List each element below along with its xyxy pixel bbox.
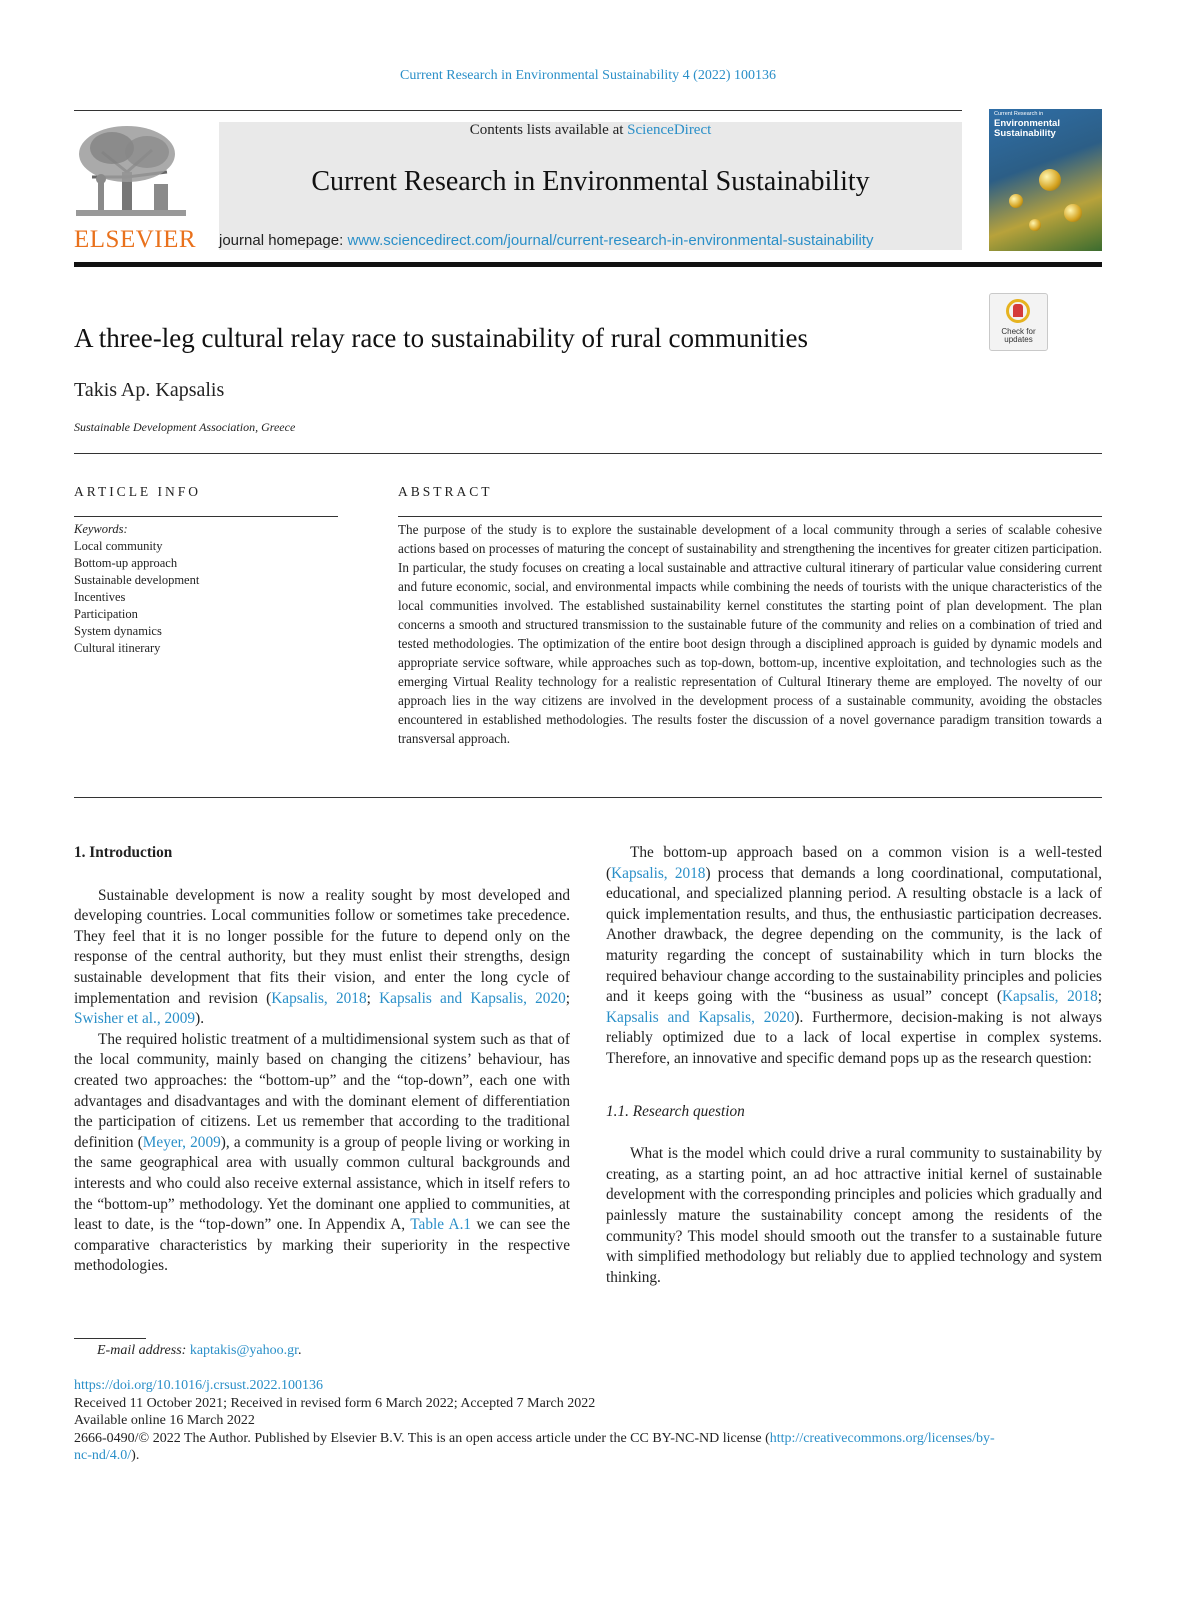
contents-prefix: Contents lists available at [469,122,628,138]
body-left-column [74,843,570,1277]
subsection-heading-research-question: 1.1. Research question [606,1102,745,1120]
article-info-heading: ARTICLE INFO [74,484,202,499]
tree-logo-icon [72,122,192,222]
paragraph-text: The bottom-up approach based on a common vision is a well-tested ( [606,844,1102,882]
check-updates-label: Check for updates [1001,327,1036,344]
table-link[interactable]: Table A.1 [410,1216,472,1234]
cover-droplet [1009,194,1023,208]
abstract-rule [398,516,1102,517]
elsevier-logo[interactable] [72,122,197,254]
article-footer [74,1377,1102,1465]
journal-cover-image[interactable] [989,109,1102,251]
citation-separator: ; [565,989,570,1007]
license-link[interactable]: nc-nd/4.0/ [74,1448,132,1463]
footnote-email [97,1343,301,1359]
paragraph-text: ). Furthermore, decision-making is not always reliably optimized due to a lack of local expertise in complex systems. Therefore, an innovative and specific demand pops up as the research question: [606,1008,1102,1067]
header-thick-rule [74,262,1102,267]
doi-link[interactable]: https://doi.org/10.1016/j.crsust.2022.100136 [74,1378,324,1393]
article-info-rule [74,516,338,517]
citation-link[interactable]: Kapsalis and Kapsalis, 2020 [606,1008,795,1026]
license-line-continued [74,1447,1102,1465]
available-online: Available online 16 March 2022 [74,1413,255,1428]
citation-separator: ; [1097,988,1102,1006]
check-for-updates-button[interactable] [989,293,1048,351]
keywords-block [74,521,199,657]
paragraph [74,886,570,1030]
sciencedirect-link[interactable]: ScienceDirect [627,122,712,138]
paragraph: What is the model which could drive a rural community to sustainability by creating, as a starting point, an ad hoc attractive initial kernel of sustainable development with the corresponding principles and policies which gradually and painlessly mature the sustainability concept among the residents of the community? This model should smooth out the transfer to a sustainable future with simplified methodology but reliably due to applied technology and system thinking. [606,1145,1102,1286]
paragraph-text: The required holistic treatment of a multidimensional system such as that of the local community, mainly based on changing the citizens’ behaviour, has created two approaches: the “bottom-up” and the “top-down”, each one with advantages and disadvantages and with the dominant element of differentiation the participation of citizens. Let us remember that according to the traditional definition ( [74,1030,570,1151]
email-end: . [297,1343,302,1358]
citation-separator: ; [366,989,380,1007]
citation-link[interactable]: Kapsalis, 2018 [1001,988,1098,1006]
journal-banner [219,122,962,250]
footnote-rule [74,1338,146,1339]
author-affiliation: Sustainable Development Association, Greece [74,420,296,434]
citation-link[interactable]: Swisher et al., 2009 [74,1010,196,1028]
abstract-bottom-rule [74,797,1102,798]
article-title: A three-leg cultural relay race to sustainability of rural communities [74,323,808,353]
email-label: E-mail address: [97,1343,190,1358]
section-heading-introduction: 1. Introduction [74,844,173,861]
license-line [74,1430,1102,1448]
citation-link[interactable]: Kapsalis, 2018 [611,864,706,882]
citation-link[interactable]: Kapsalis, 2018 [271,989,367,1007]
author-name: Takis Ap. Kapsalis [74,379,225,401]
keyword-item: Bottom-up approach [74,556,178,570]
paragraph-text: ). [195,1010,205,1028]
paragraph-text: ) process that demands a long coordinational, computational, educational, and specialized planning period. A resulting obstacle is a lack of quick implementation results, and thus, the enthusiastic participation decreases. Another drawback, the degree depending on the community, is the lack of maturity regarding the concept of sustainability which in turn blocks the required behaviour change according to the sustainability principles and policies and it keeps going with the “business as usual” concept ( [606,864,1102,1006]
cover-droplet [1039,169,1061,191]
license-link[interactable]: http://creativecommons.org/licenses/by- [769,1430,995,1446]
title-rule [74,453,1102,454]
keywords-label: Keywords: [74,522,128,536]
cover-title: Environmental Sustainability [994,118,1060,139]
keyword-item: Sustainable development [74,573,200,587]
paragraph [606,843,1102,1070]
citation-link[interactable]: Kapsalis and Kapsalis, 2020 [379,989,566,1007]
paragraph [74,1030,570,1277]
check-updates-icon [1006,299,1030,323]
citation-link[interactable]: Meyer, 2009 [142,1133,221,1151]
journal-title: Current Research in Environmental Sustainability [311,166,870,197]
body-right-column [606,843,1102,1288]
cover-small-text: Current Research in [994,111,1044,117]
paragraph-text: Sustainable development is now a reality sought by most developed and developing countries. Local communities follow or sometimes take precedence. They feel that it is no longer possible for the future to depend only on the response of the central authority, but they must enlist their strengths, design sustainable development that fits their vision, and enter the long cycle of implementation and revision ( [74,886,570,1007]
abstract-text: The purpose of the study is to explore the sustainable development of a local community through a series of scalable cohesive actions based on processes of maturing the concept of sustainability and strengthening the incentives for greater citizen participation. In particular, the study focuses on creating a local sustainable and attractive cultural itinerary of particular value considering current and future economic, social, and environmental impacts while combining the needs of tourists with the unique characteristics of the local communities involved. The established sustainability kernel constitutes the starting point of plan development. The plan concerns a smooth and structured transmission to the sustainable future of the community and relies on a combination of tried and tested methodologies. The optimization of the entire boot design through a disciplined approach is guided by dynamic models and appropriate service software, while approaches such as top-down, bottom-up, incentive exploitation, and technologies such as the emerging Virtual Reality technology for a realistic representation of Cultural Itinerary theme are employed. The novelty of our approach lies in the way citizens are involved in the development process of a sustainable community, avoiding the obstacles encountered in established methodologies. The results foster the discussion of a novel governance paradigm transition towards a transversal approach. [398,522,1102,746]
license-text: 2666-0490/© 2022 The Author. Published by Elsevier B.V. This is an open access article under the CC BY-NC-ND license ( [74,1430,770,1446]
cover-droplet [1064,204,1082,222]
paragraph-text: we can see the comparative characteristics by marking their superiority in the respective methodologies. [74,1216,570,1275]
abstract-heading: ABSTRACT [398,484,493,499]
received-dates: Received 11 October 2021; Received in revised form 6 March 2022; Accepted 7 March 2022 [74,1395,596,1411]
homepage-link[interactable]: www.sciencedirect.com/journal/current-research-in-environmental-sustainability [347,232,874,249]
license-end: ). [131,1448,140,1463]
elsevier-wordmark: ELSEVIER [74,226,197,253]
paragraph-text: ), a community is a group of people living or working in the same geographical area with usually common cultural backgrounds and interests and who could also receive external assistance, which in itself refers to the “bottom-up” methodology. Yet the dominant one applied to communities, at least to date, is the “top-down” one. In Appendix A, [74,1133,570,1234]
running-head[interactable]: Current Research in Environmental Sustainability 4 (2022) 100136 [400,68,776,83]
contents-line [219,122,962,139]
keyword-item: System dynamics [74,624,162,638]
keyword-item: Local community [74,539,163,553]
header-rule [74,110,962,111]
email-link[interactable]: kaptakis@yahoo.gr [189,1343,298,1358]
keyword-item: Incentives [74,590,126,604]
keyword-item: Participation [74,607,138,621]
keyword-item: Cultural itinerary [74,641,161,655]
homepage-label: journal homepage: [219,232,348,249]
journal-homepage [219,232,873,249]
cover-droplet [1029,219,1041,231]
